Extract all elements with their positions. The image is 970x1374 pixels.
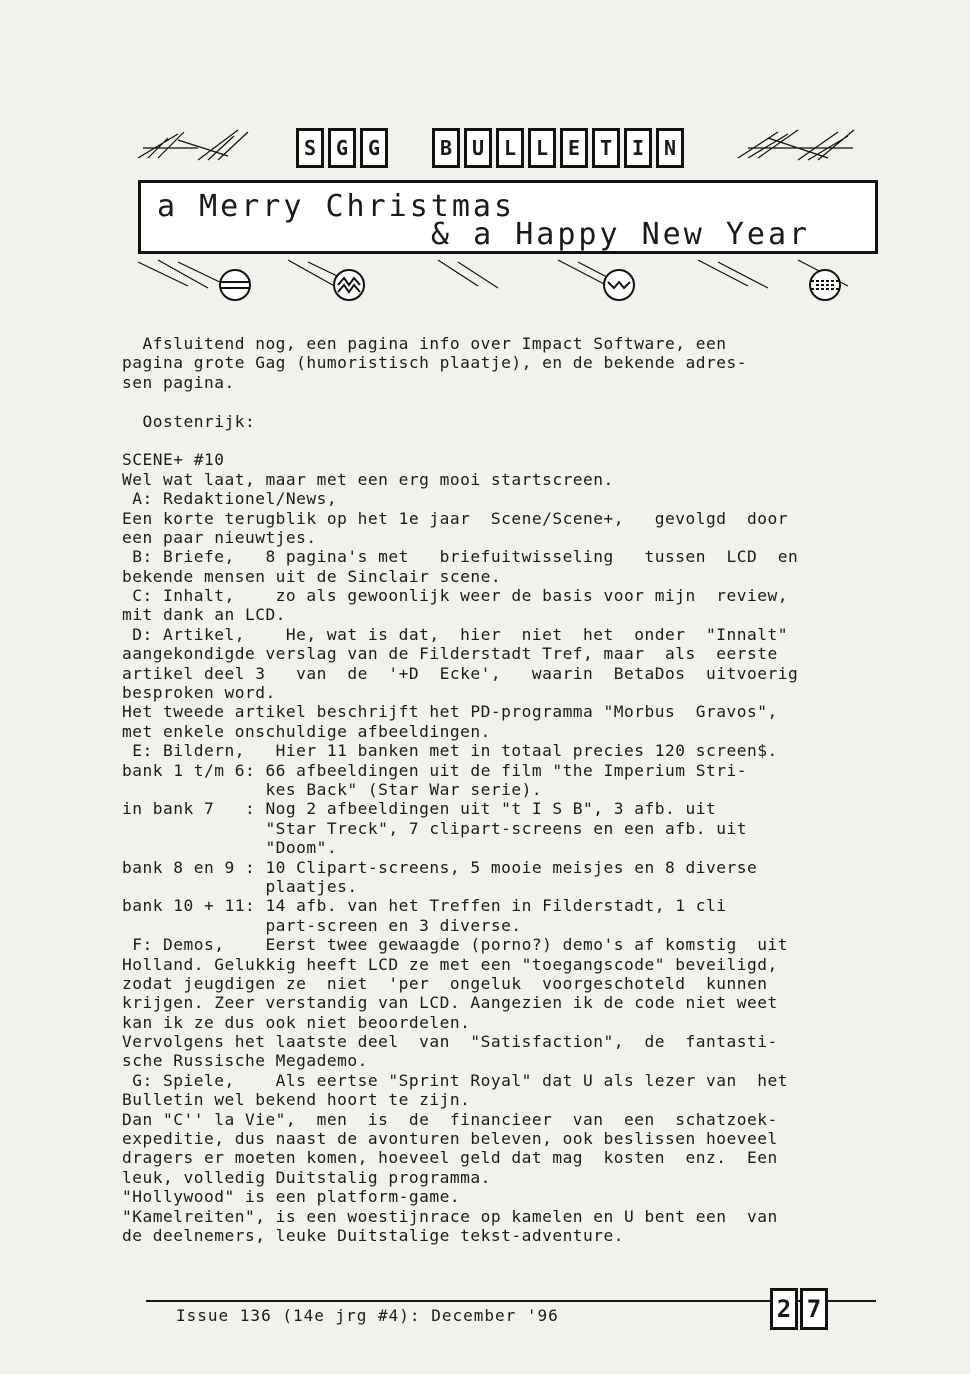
text-line: Holland. Gelukkig heeft LCD ze met een "toegangscode" beveiligd, bbox=[122, 954, 778, 974]
text-line: pagina grote Gag (humoristisch plaatje), en de bekende adres- bbox=[122, 353, 747, 373]
text-line: plaatjes. bbox=[122, 876, 358, 896]
title-letter: E bbox=[560, 128, 588, 168]
title-letter: S bbox=[296, 128, 324, 168]
text-line: "Doom". bbox=[122, 838, 338, 858]
text-line: zodat jeugdigen ze niet 'per ongeluk voorgeschoteld kunnen bbox=[122, 973, 768, 993]
title-letter: B bbox=[432, 128, 460, 168]
text-line: bank 1 t/m 6: 66 afbeeldingen uit de film "the Imperium Stri- bbox=[122, 760, 747, 780]
page-number bbox=[770, 1288, 828, 1330]
bulletin-header bbox=[118, 108, 878, 308]
page-digit: 2 bbox=[770, 1288, 798, 1330]
greeting-banner bbox=[138, 180, 878, 254]
text-line: "Star Treck", 7 clipart-screens en een afb. uit bbox=[122, 818, 747, 838]
title-letter: T bbox=[592, 128, 620, 168]
text-line: B: Briefe, 8 pagina's met briefuitwisseling tussen LCD en bbox=[122, 547, 799, 567]
text-line: Bulletin wel bekend hoort te zijn. bbox=[122, 1090, 471, 1110]
text-line: expeditie, dus naast de avonturen beleven, ook beslissen hoeveel bbox=[122, 1129, 778, 1149]
text-line: G: Spiele, Als eertse "Sprint Royal" dat U als lezer van het bbox=[122, 1070, 788, 1090]
article-body bbox=[122, 334, 874, 1245]
christmas-bauble-icon bbox=[332, 268, 366, 302]
christmas-bauble-icon bbox=[602, 268, 636, 302]
text-line: een paar nieuwtjes. bbox=[122, 527, 317, 547]
text-line: artikel deel 3 van de '+D Ecke', waarin BetaDos uitvoerig bbox=[122, 663, 799, 683]
title-letter: U bbox=[464, 128, 492, 168]
banner-line-1: a Merry Christmas bbox=[157, 189, 516, 224]
text-line: dragers er moeten komen, hoeveel geld dat mag kosten enz. Een bbox=[122, 1148, 778, 1168]
title-letter: I bbox=[624, 128, 652, 168]
text-line: Dan "C'' la Vie", men is de financieer van een schatzoek- bbox=[122, 1109, 778, 1129]
title-letter: G bbox=[328, 128, 356, 168]
text-line: met enkele onschuldige afbeeldingen. bbox=[122, 721, 491, 741]
text-line: Wel wat laat, maar met een erg mooi startscreen. bbox=[122, 469, 614, 489]
text-line: leuk, volledig Duitstalig programma. bbox=[122, 1167, 491, 1187]
text-line: A: Redaktionel/News, bbox=[122, 489, 338, 509]
text-line: besproken word. bbox=[122, 683, 276, 703]
title-letter: L bbox=[528, 128, 556, 168]
title-letter: N bbox=[656, 128, 684, 168]
text-line: in bank 7 : Nog 2 afbeeldingen uit "t I S B", 3 afb. uit bbox=[122, 799, 717, 819]
text-line: bekende mensen uit de Sinclair scene. bbox=[122, 566, 502, 586]
text-line bbox=[122, 392, 874, 411]
banner-line-2: & a Happy New Year bbox=[431, 217, 811, 252]
text-line: kan ik ze dus ook niet beoordelen. bbox=[122, 1012, 471, 1032]
text-line: kes Back" (Star War serie). bbox=[122, 779, 543, 799]
text-line: SCENE+ #10 bbox=[122, 450, 225, 470]
title-letter: L bbox=[496, 128, 524, 168]
bulletin-title bbox=[296, 128, 684, 168]
text-line: aangekondigde verslag van de Filderstadt Tref, maar als eerste bbox=[122, 644, 778, 664]
text-line: de deelnemers, leuke Duitstalige tekst-adventure. bbox=[122, 1225, 625, 1245]
text-line: Oostenrijk: bbox=[122, 411, 256, 431]
title-letter: G bbox=[360, 128, 388, 168]
text-line: bank 8 en 9 : 10 Clipart-screens, 5 mooie meisjes en 8 diverse bbox=[122, 857, 758, 877]
text-line: C: Inhalt, zo als gewoonlijk weer de basis voor mijn review, bbox=[122, 586, 788, 606]
christmas-bauble-icon bbox=[808, 268, 842, 302]
text-line: sen pagina. bbox=[122, 372, 235, 392]
text-line: mit dank an LCD. bbox=[122, 605, 286, 625]
footer-divider bbox=[146, 1300, 876, 1302]
text-line: Afsluitend nog, een pagina info over Impact Software, een bbox=[122, 334, 727, 353]
page-digit: 7 bbox=[800, 1288, 828, 1330]
title-gap bbox=[392, 128, 428, 168]
text-line: Vervolgens het laatste deel van "Satisfaction", de fantasti- bbox=[122, 1032, 778, 1052]
text-line: D: Artikel, He, wat is dat, hier niet het onder "Innalt" bbox=[122, 624, 788, 644]
text-line: Het tweede artikel beschrijft het PD-programma "Morbus Gravos", bbox=[122, 702, 778, 722]
text-line: part-screen en 3 diverse. bbox=[122, 915, 522, 935]
text-line: krijgen. Zeer verstandig van LCD. Aangezien ik de code niet weet bbox=[122, 993, 778, 1013]
christmas-bauble-icon bbox=[218, 268, 252, 302]
text-line: "Hollywood" is een platform-game. bbox=[122, 1187, 461, 1207]
text-line: bank 10 + 11: 14 afb. van het Treffen in Filderstadt, 1 cli bbox=[122, 896, 727, 916]
issue-info: Issue 136 (14e jrg #4): December '96 bbox=[176, 1306, 559, 1325]
text-line: Een korte terugblik op het 1e jaar Scene/Scene+, gevolgd door bbox=[122, 508, 788, 528]
text-line: E: Bildern, Hier 11 banken met in totaal precies 120 screen$. bbox=[122, 741, 778, 761]
text-line: "Kamelreiten", is een woestijnrace op kamelen en U bent een van bbox=[122, 1206, 778, 1226]
text-line: F: Demos, Eerst twee gewaagde (porno?) demo's af komstig uit bbox=[122, 935, 788, 955]
text-line bbox=[122, 431, 874, 450]
text-line: sche Russische Megademo. bbox=[122, 1051, 368, 1071]
